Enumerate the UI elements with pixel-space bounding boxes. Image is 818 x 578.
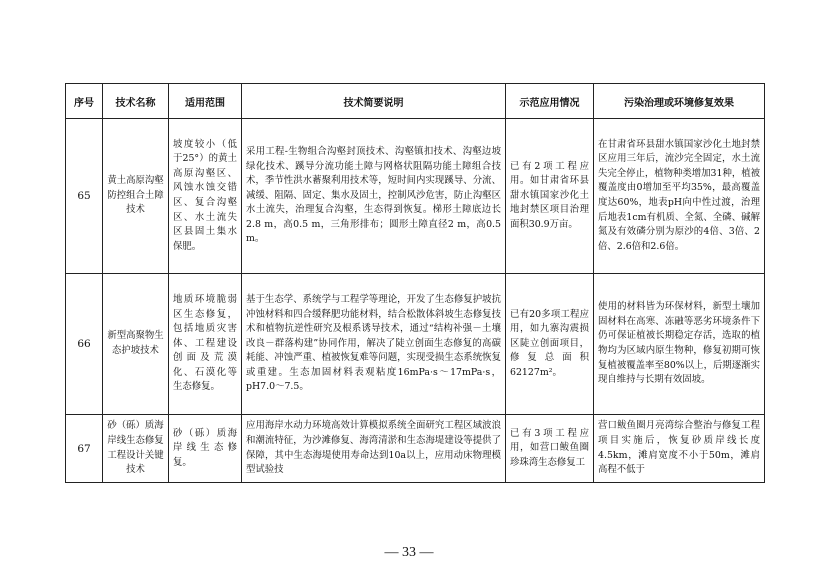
row-scope: 砂（砾）质海岸线生态修复。: [169, 415, 242, 483]
row-effect: 在甘肃省环县甜水镇国家沙化土地封禁区应用三年后，流沙完全固定，水土流失完全停止，植物种类增加31种，植被覆盖度由0增加至平均35%，最高覆盖度达60%，地表pH向中性过渡，治理后地表1cm有机质、全氮、全磷、碱解氮及有效磷分别为原沙的4倍、3倍、2倍、2.6倍和2.6倍。: [594, 119, 765, 274]
page-number: — 33 —: [384, 545, 434, 560]
technology-table: [65, 83, 765, 483]
table-row: [66, 119, 765, 274]
row-demo-application: 已有3项工程应用，如营口鲅鱼圈珍珠湾生态修复工: [506, 415, 594, 483]
row-demo-application: 已有2项工程应用。如甘肃省环县甜水镇国家沙化土地封禁区项目治理面积30.9万亩。: [506, 119, 594, 274]
row-effect: 营口鲅鱼圈月亮湾综合整治与修复工程项目实施后，恢复砂质岸线长度4.5km，滩肩宽度不小于50m，滩肩高程不低于: [594, 415, 765, 483]
row-seq: 67: [66, 415, 103, 483]
table-header-row: [66, 84, 765, 119]
row-seq: 65: [66, 119, 103, 274]
row-description: 采用工程-生物组合沟壑封顶技术、沟壑镇扣技术、沟壑边坡绿化技术、蹊导分流功能土障与网格状阻隔功能土障组合技术，季节性洪水蓄聚利用技术等，短时间内实现蹊导、分流、减缓、阻隔、固定、集水及固土，控制风沙危害，防止沟壑区水土流失，治理复合沟壑，生态得到恢复。梯形土障底边长2.8 m，高0.5 m，三角形排布；圆形土障直径2 m，高0.5 m。: [242, 119, 506, 274]
table-row: [66, 415, 765, 483]
header-effect: 污染治理或环境修复效果: [594, 84, 765, 119]
row-scope: 地质环境脆弱区生态修复，包括地质灾害体、工程建设创面及荒漠化、石漠化等生态修复。: [169, 274, 242, 415]
row-tech-name: 黄土高原沟壑防控组合土障技术: [103, 119, 169, 274]
header-scope: 适用范围: [169, 84, 242, 119]
header-tech-name: 技术名称: [103, 84, 169, 119]
row-tech-name: 新型高聚物生态护坡技术: [103, 274, 169, 415]
header-demo-application: 示范应用情况: [506, 84, 594, 119]
header-seq: 序号: [66, 84, 103, 119]
row-seq: 66: [66, 274, 103, 415]
row-description: 应用海岸水动力环境高效计算模拟系统全面研究工程区域波浪和潮流特征，为沙滩修复、海湾清淤和生态海堤建设等提供了保障，其中生态海堤使用寿命达到10a以上，应用动床物理模型试验技: [242, 415, 506, 483]
row-scope: 坡度较小（低于25°）的黄土高原沟壑区、风蚀水蚀交错区、复合沟壑区、水土流失区县固土集水保肥。: [169, 119, 242, 274]
row-description: 基于生态学、系统学与工程学等理论，开发了生态修复护坡抗冲蚀材料和四合缓释肥功能材料，结合松散体斜坡生态修复技术和植物抗逆性研究及根系诱导技术，通过“结构补强－土壤改良－群落构建”协同作用，解决了陡立创面生态修复的高碳耗能、冲蚀严重、植被恢复难等问题，实现受损生态系统恢复或重建。生态加固材料表观粘度16mPa·s～17mPa·s，pH7.0～7.5。: [242, 274, 506, 415]
table-row: [66, 274, 765, 415]
row-effect: 使用的材料皆为环保材料，新型土壤加固材料在高寒、冻融等恶劣环境条件下仍可保证植被长期稳定存活，选取的植物均为区域内原生物种，修复初期可恢复植被覆盖率至80%以上，后期逐渐实现自维持与长期有效固坡。: [594, 274, 765, 415]
header-description: 技术简要说明: [242, 84, 506, 119]
row-demo-application: 已有20多项工程应用，如九寨沟震损区陡立创面项目，修复总面积62127m²。: [506, 274, 594, 415]
row-tech-name: 砂（砾）质海岸线生态修复工程设计关键技术: [103, 415, 169, 483]
